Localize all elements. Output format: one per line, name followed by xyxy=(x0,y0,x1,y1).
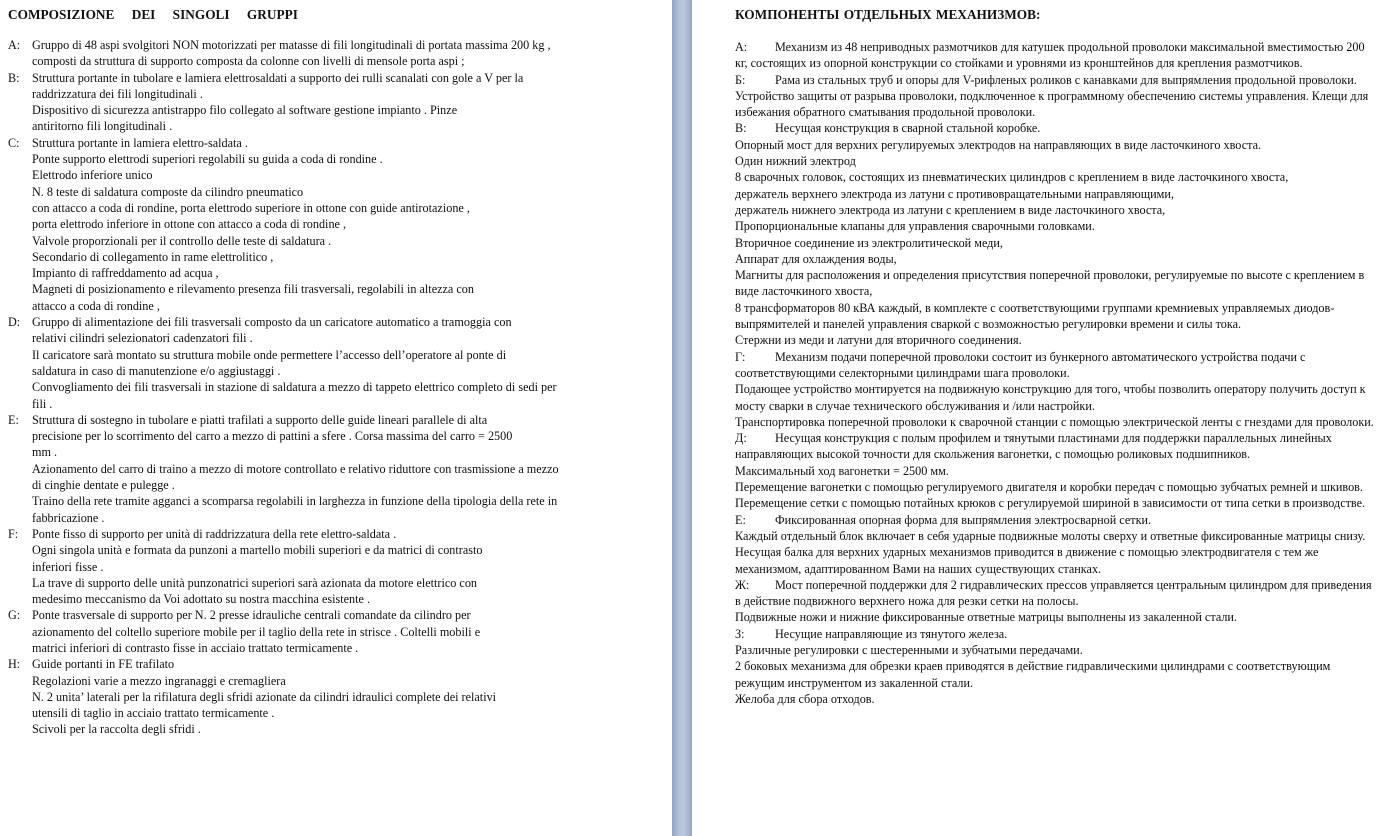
line-text: Struttura portante in lamiera elettro-saldata . xyxy=(32,135,248,150)
line-text: azionamento del coltello superiore mobile per il taglio della rete in strisce . Coltelli mobili e xyxy=(32,624,481,639)
russian-paragraph xyxy=(735,39,1379,72)
paragraph-text: 8 сварочных головок, состоящих из пневматических цилиндров с креплением в виде ласточкиного хвоста, xyxy=(735,170,1289,185)
paragraph-text: Пропорциональные клапаны для управления сварочными головками. xyxy=(735,219,1095,234)
italian-line xyxy=(8,298,666,314)
line-text: Convogliamento dei fili trasversali in stazione di saldatura a mezzo di tappeto elettrico completo di sedi per xyxy=(32,380,557,395)
paragraph-text: 2 боковых механизма для обрезки краев приводятся в действие гидравлическими цилиндрами с соответствующим режущим инструментом из закаленной стали. xyxy=(735,659,1331,690)
italian-line xyxy=(8,526,666,542)
italian-line xyxy=(8,656,666,672)
russian-component-list xyxy=(735,39,1379,707)
italian-line xyxy=(8,607,666,623)
italian-line xyxy=(8,216,666,232)
italian-line xyxy=(8,167,666,183)
paragraph-text: Подвижные ножи и нижние фиксированные ответные матрицы выполнены из закаленной стали. xyxy=(735,610,1237,625)
italian-line xyxy=(8,624,666,640)
russian-paragraph xyxy=(735,626,1379,642)
italian-line xyxy=(8,461,666,477)
russian-paragraph xyxy=(735,88,1379,121)
italian-line xyxy=(8,477,666,493)
russian-paragraph xyxy=(735,381,1379,414)
paragraph-text: Несущая конструкция с полым профилем и тянутыми пластинами для поддержки параллельных линейных направляющих высокой точности для скольжения вагонетки, с помощью роликовых подшипников. xyxy=(735,431,1332,462)
line-text: fabbricazione . xyxy=(32,510,105,525)
italian-line xyxy=(8,135,666,151)
section-label: З: xyxy=(735,626,745,641)
italian-line xyxy=(8,721,666,737)
section-label: G: xyxy=(8,608,21,623)
line-text: Traino della rete tramite agganci a scomparsa regolabili in larghezza in funzione della tipologia della rete in xyxy=(32,494,558,509)
russian-paragraph xyxy=(735,642,1379,658)
paragraph-text: Рама из стальных труб и опоры для V-рифленых роликов с канавками для выпрямления продольной проволоки. xyxy=(775,72,1357,87)
italian-line xyxy=(8,53,666,69)
line-text: antiritorno fili longitudinali . xyxy=(32,119,173,134)
russian-page xyxy=(692,0,1387,836)
italian-line xyxy=(8,575,666,591)
line-text: composti da struttura di supporto composta da colonne con livelli di mensole porta aspi ; xyxy=(32,54,465,69)
paragraph-text: Различные регулировки с шестеренными и зубчатыми передачами. xyxy=(735,642,1083,657)
italian-title: COMPOSIZIONE DEI SINGOLI GRUPPI xyxy=(8,7,298,22)
russian-paragraph xyxy=(735,495,1379,511)
paragraph-text: Механизм из 48 неприводных размотчиков для катушек продольной проволоки максимальной вместимостью 200 кг, состоящих из опорной конструкции со стойками и уровнями из кронштейнов для крепления размотчиков. xyxy=(735,40,1365,71)
russian-paragraph xyxy=(735,267,1379,300)
russian-paragraph xyxy=(735,512,1379,528)
line-text: con attacco a coda di rondine, porta elettrodo superiore in ottone con guide antirotazione , xyxy=(32,200,470,215)
italian-line xyxy=(8,559,666,575)
line-text: medesimo meccanismo da Voi adottato su nostra macchina esistente . xyxy=(32,592,371,607)
italian-line xyxy=(8,591,666,607)
italian-line xyxy=(8,281,666,297)
russian-paragraph xyxy=(735,528,1379,544)
section-label: В: xyxy=(735,121,747,136)
line-text: Valvole proporzionali per il controllo delle teste di saldatura . xyxy=(32,233,332,248)
italian-line xyxy=(8,102,666,118)
line-text: Magneti di posizionamento e rilevamento presenza fili trasversali, regolabili in altezza con xyxy=(32,282,474,297)
line-text: relativi cilindri selezionatori cadenzatori fili . xyxy=(32,331,253,346)
italian-page xyxy=(0,0,672,836)
line-text: Gruppo di 48 aspi svolgitori NON motorizzati per matasse di fili longitudinali di portata massima 200 kg , xyxy=(32,38,551,52)
section-label: B: xyxy=(8,70,20,85)
line-text: precisione per lo scorrimento del carro a mezzo di pattini a sfere . Corsa massima del carro = 2500 xyxy=(32,429,513,444)
line-text: Dispositivo di sicurezza antistrappo filo collegato al software gestione impianto . Pinze xyxy=(32,103,458,118)
section-label: Г: xyxy=(735,349,746,364)
line-text: Scivoli per la raccolta degli sfridi . xyxy=(32,722,201,737)
russian-paragraph xyxy=(735,300,1379,333)
paragraph-text: Магниты для расположения и определения присутствия поперечной проволоки, регулируемые по высоте с креплением в виде ласточкиного хвоста, xyxy=(735,268,1365,299)
italian-line xyxy=(8,330,666,346)
italian-line xyxy=(8,347,666,363)
italian-line xyxy=(8,86,666,102)
line-text: mm . xyxy=(32,445,58,460)
section-label: F: xyxy=(8,526,19,541)
russian-paragraph xyxy=(735,609,1379,625)
paragraph-text: Подающее устройство монтируется на подвижную конструкцию для того, чтобы позволить оператору получить доступ к мосту сварки в случае технического обслуживания и /или настройки. xyxy=(735,382,1366,413)
italian-line xyxy=(8,265,666,281)
paragraph-text: Несущая конструкция в сварной стальной коробке. xyxy=(775,121,1041,136)
italian-line xyxy=(8,673,666,689)
line-text: Struttura portante in tubolare e lamiera elettrosaldati a supporto dei rulli scanalati con gole a V per la xyxy=(32,70,524,85)
section-label: C: xyxy=(8,135,20,150)
line-text: Struttura di sostegno in tubolare e piatti trafilati a supporto delle guide lineari parallele di alta xyxy=(32,412,488,427)
russian-paragraph xyxy=(735,120,1379,136)
italian-line xyxy=(8,510,666,526)
italian-line xyxy=(8,640,666,656)
line-text: Guide portanti in FE trafilato xyxy=(32,657,175,672)
paragraph-text: Перемещение вагонетки с помощью регулируемого двигателя и коробки передач с помощью зубчатых ремней и шкивов. xyxy=(735,480,1363,495)
russian-paragraph xyxy=(735,235,1379,251)
russian-paragraph xyxy=(735,544,1379,577)
line-text: porta elettrodo inferiore in ottone con attacco a coda di rondine , xyxy=(32,217,347,232)
section-label: Д: xyxy=(735,431,747,446)
italian-line xyxy=(8,412,666,428)
russian-title: КОМПОНЕНТЫ ОТДЕЛЬНЫХ МЕХАНИЗМОВ: xyxy=(735,7,1041,22)
section-label: Б: xyxy=(735,72,746,87)
section-label: Ж: xyxy=(735,577,750,592)
section-label: A: xyxy=(8,38,21,52)
russian-paragraph xyxy=(735,218,1379,234)
italian-line xyxy=(8,396,666,412)
paragraph-text: Каждый отдельный блок включает в себя ударные подвижные молоты сверху и ответные фиксированные матрицы снизу. xyxy=(735,528,1366,543)
paragraph-text: Фиксированная опорная форма для выпрямления электросварной сетки. xyxy=(775,512,1152,527)
line-text: fili . xyxy=(32,396,53,411)
line-text: raddrizzatura dei fili longitudinali . xyxy=(32,86,203,101)
line-text: Ogni singola unità e formata da punzoni a martello mobili superiori e da matrici di contrasto xyxy=(32,543,483,558)
line-text: saldatura in caso di manutenzione e/o aggiustaggi . xyxy=(32,363,281,378)
paragraph-text: Один нижний электрод xyxy=(735,154,856,169)
russian-paragraph xyxy=(735,479,1379,495)
italian-line xyxy=(8,200,666,216)
section-label: D: xyxy=(8,315,21,330)
italian-line xyxy=(8,233,666,249)
italian-line xyxy=(8,542,666,558)
line-text: utensili di taglio in acciaio trattato termicamente . xyxy=(32,706,275,721)
paragraph-text: Желоба для сбора отходов. xyxy=(735,691,875,706)
line-text: Ponte trasversale di supporto per N. 2 presse idrauliche centrali comandate da cilindro per xyxy=(32,608,471,623)
paragraph-text: Транспортировка поперечной проволоки к сварочной станции с помощью электрической ленты с гнездами для проволоки. xyxy=(735,414,1374,429)
italian-line xyxy=(8,118,666,134)
paragraph-text: держатель нижнего электрода из латуни с креплением в виде ласточкиного хвоста, xyxy=(735,202,1166,217)
paragraph-text: Вторичное соединение из электролитической меди, xyxy=(735,235,1003,250)
section-label: E: xyxy=(8,412,19,427)
paragraph-text: 8 трансформаторов 80 кВА каждый, в комплекте с соответствующими группами кремниевых управляемых диодов-выпрямителей и панелей управления сваркой с возможностью регулировки времени и силы тока. xyxy=(735,300,1335,332)
paragraph-text: Аппарат для охлаждения воды, xyxy=(735,251,897,266)
italian-line xyxy=(8,151,666,167)
paragraph-text: Механизм подачи поперечной проволоки состоит из бункерного автоматического устройства подачи с соответствующими селекторными цилиндрами шага проволоки. xyxy=(735,349,1306,380)
line-text: Secondario di collegamento in rame elettrolitico , xyxy=(32,249,274,264)
russian-paragraph xyxy=(735,153,1379,169)
paragraph-text: держатель верхнего электрода из латуни с противовращательными направляющими, xyxy=(735,186,1174,201)
line-text: Ponte fisso di supporto per unità di raddrizzatura della rete elettro-saldata . xyxy=(32,526,397,541)
italian-line xyxy=(8,363,666,379)
italian-line xyxy=(8,444,666,460)
italian-component-list xyxy=(8,37,666,738)
page-divider xyxy=(672,0,692,836)
italian-line xyxy=(8,37,666,53)
paragraph-text: Несущая балка для верхних ударных механизмов приводится в движение с помощью электродвигателя с тем же механизмом, адаптированном Вами на наших существующих станках. xyxy=(735,545,1319,576)
paragraph-text: Мост поперечной поддержки для 2 гидравлических прессов управляется центральным цилиндром для приведения в действие подвижного верхнего ножа для резки сетки на полосы. xyxy=(735,577,1372,609)
line-text: Il caricatore sarà montato su struttura mobile onde permettere l’accesso dell’operatore al ponte di xyxy=(32,347,507,362)
italian-line xyxy=(8,705,666,721)
line-text: N. 8 teste di saldatura composte da cilindro pneumatico xyxy=(32,184,304,199)
italian-line xyxy=(8,428,666,444)
italian-line xyxy=(8,314,666,330)
italian-line xyxy=(8,493,666,509)
russian-paragraph xyxy=(735,691,1379,707)
russian-paragraph xyxy=(735,137,1379,153)
italian-line xyxy=(8,70,666,86)
italian-line xyxy=(8,184,666,200)
paragraph-text: Перемещение сетки с помощью потайных крюков с регулируемой шириной в зависимости от типа сетки в производстве. xyxy=(735,496,1366,511)
paragraph-text: Устройство защиты от разрыва проволоки, подключенное к программному обеспечению системы управления. Клещи для избежания обратного сматывания продольной проволоки. xyxy=(735,88,1369,120)
russian-paragraph xyxy=(735,658,1379,691)
italian-line xyxy=(8,249,666,265)
russian-paragraph xyxy=(735,414,1379,430)
paragraph-text: Максимальный ход вагонетки = 2500 мм. xyxy=(735,463,949,478)
line-text: inferiori fisse . xyxy=(32,559,104,574)
paragraph-text: Опорный мост для верхних регулируемых электродов на направляющих в виде ласточкиного хвоста. xyxy=(735,137,1262,152)
section-label: Е: xyxy=(735,512,746,527)
section-label: H: xyxy=(8,657,21,672)
line-text: Impianto di raffreddamento ad acqua , xyxy=(32,266,219,281)
russian-paragraph xyxy=(735,186,1379,202)
russian-paragraph xyxy=(735,332,1379,348)
line-text: attacco a coda di rondine , xyxy=(32,298,160,313)
line-text: Azionamento del carro di traino a mezzo di motore controllato e relativo riduttore con trasmissione a mezzo xyxy=(32,461,559,476)
italian-line xyxy=(8,379,666,395)
line-text: Regolazioni varie a mezzo ingranaggi e cremagliera xyxy=(32,673,286,688)
russian-paragraph xyxy=(735,349,1379,382)
russian-paragraph xyxy=(735,463,1379,479)
line-text: La trave di supporto delle unità punzonatrici superiori sarà azionata da motore elettrico con xyxy=(32,575,478,590)
russian-paragraph xyxy=(735,577,1379,610)
line-text: matrici inferiori di contrasto fisse in acciaio trattato termicamente . xyxy=(32,640,359,655)
russian-paragraph xyxy=(735,430,1379,463)
line-text: N. 2 unita’ laterali per la rifilatura degli sfridi azionate da cilindri idraulici complete dei relativi xyxy=(32,689,497,704)
line-text: di cinghie dentate e pulegge . xyxy=(32,478,175,493)
line-text: Ponte supporto elettrodi superiori regolabili su guida a coda di rondine . xyxy=(32,152,383,167)
line-text: Elettrodo inferiore unico xyxy=(32,168,153,183)
paragraph-text: Несущие направляющие из тянутого железа. xyxy=(775,626,1008,641)
section-label: А: xyxy=(735,40,748,54)
russian-paragraph xyxy=(735,169,1379,185)
russian-paragraph xyxy=(735,251,1379,267)
russian-paragraph xyxy=(735,72,1379,88)
italian-line xyxy=(8,689,666,705)
line-text: Gruppo di alimentazione dei fili trasversali composto da un caricatore automatico a tramoggia con xyxy=(32,315,512,330)
paragraph-text: Стержни из меди и латуни для вторичного соединения. xyxy=(735,333,1022,348)
russian-paragraph xyxy=(735,202,1379,218)
